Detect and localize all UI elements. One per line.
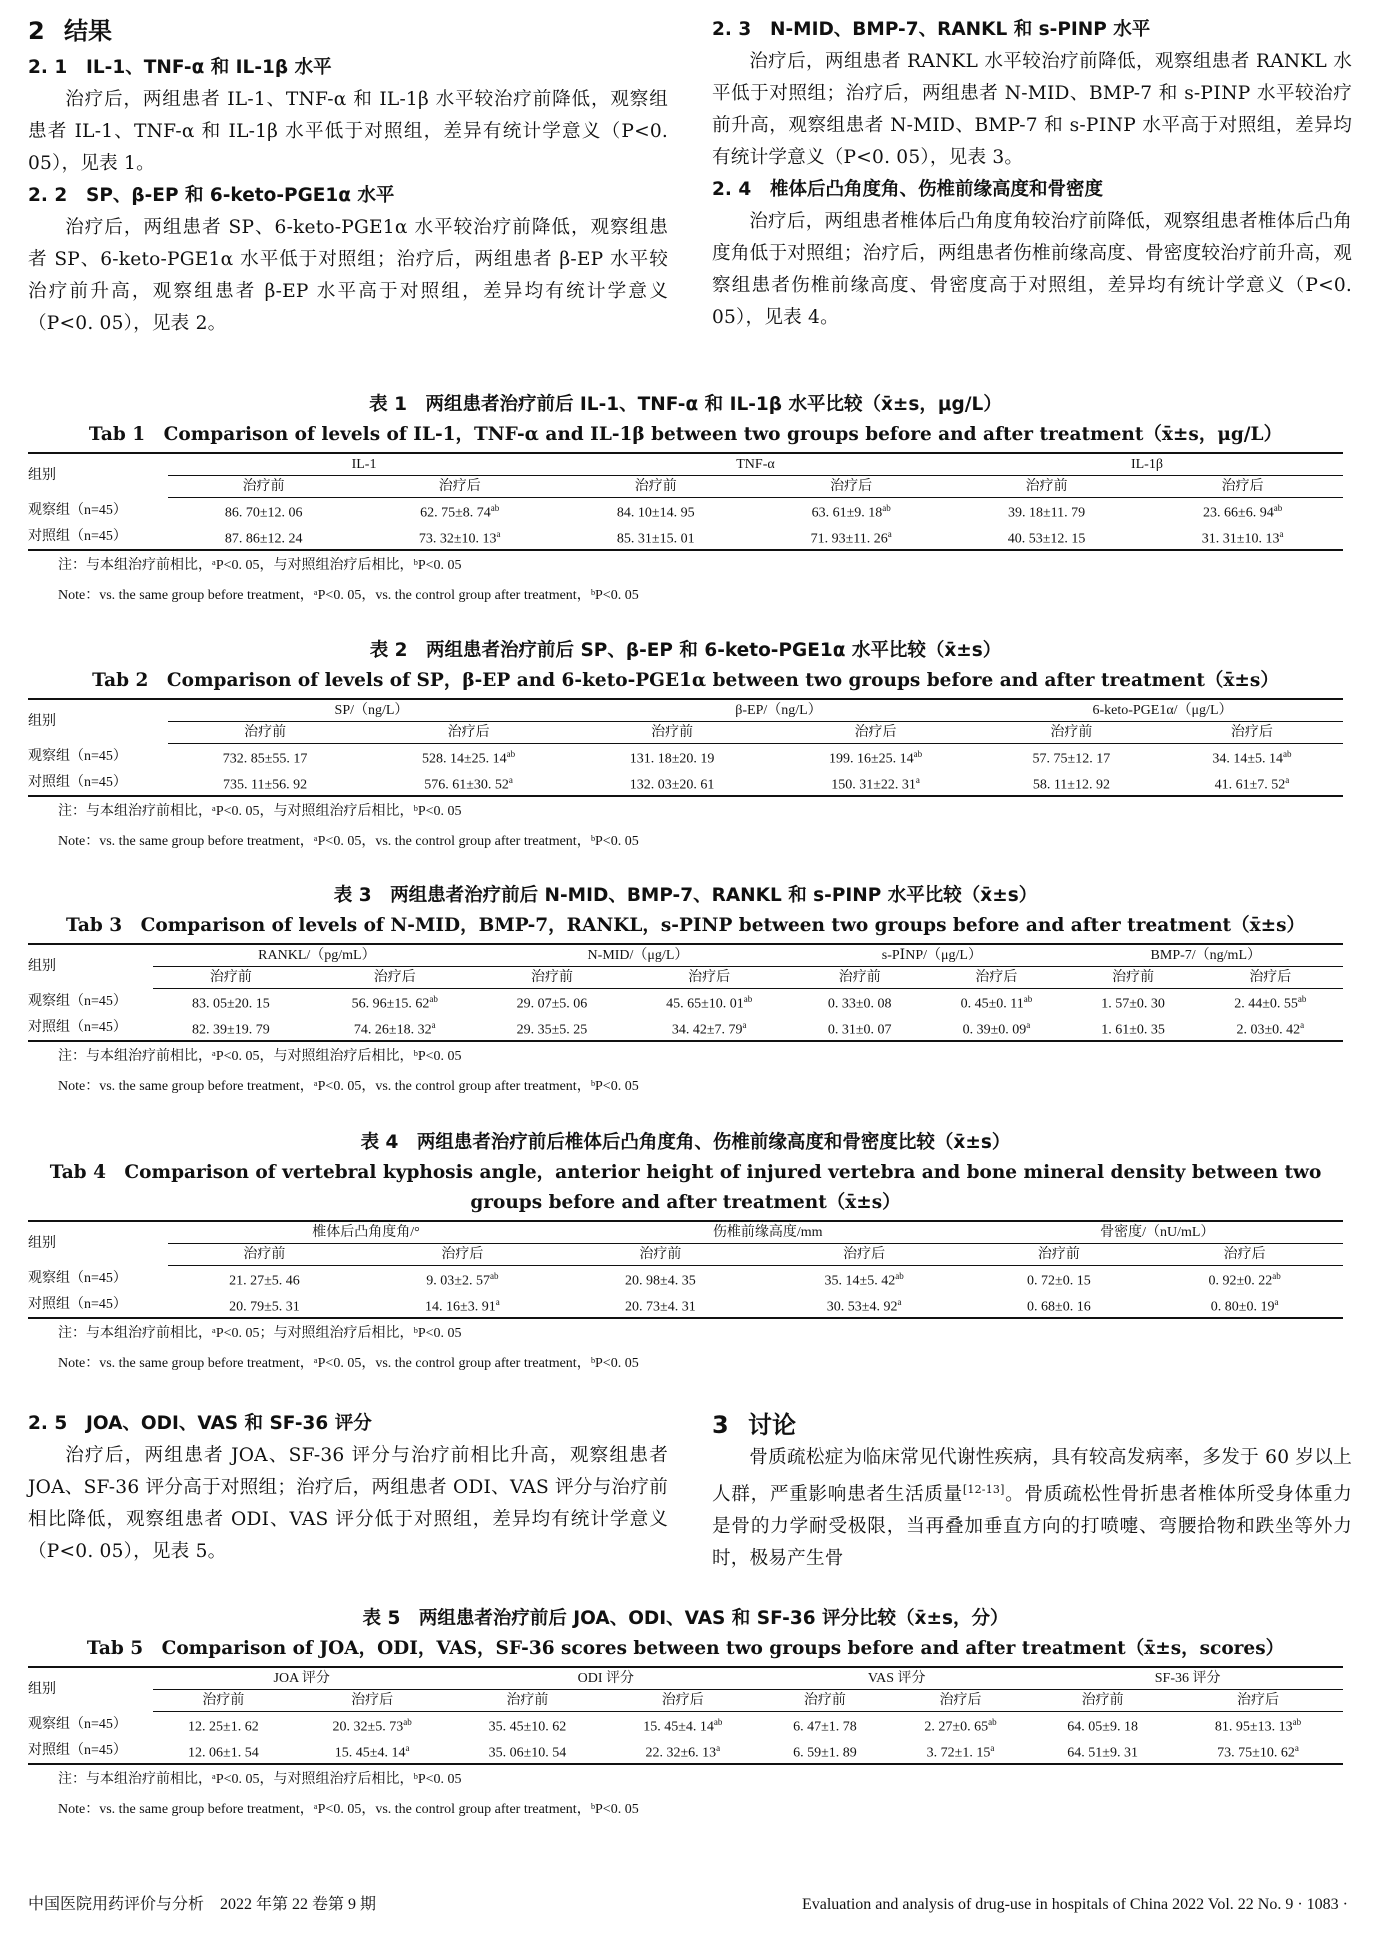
table-cell: 73. 32±10. 13$^a$ bbox=[359, 524, 560, 551]
before-header: 治疗前 bbox=[168, 1244, 361, 1266]
table-cell: 29. 35±5. 25 bbox=[481, 1015, 623, 1042]
table-row bbox=[28, 1738, 1343, 1765]
table-cell: 0. 39±0. 09$^a$ bbox=[924, 1015, 1068, 1042]
table-cell: 6. 59±1. 89 bbox=[761, 1738, 889, 1765]
table-cell: 35. 45±10. 62 bbox=[488, 1719, 567, 1735]
data-table bbox=[28, 1220, 1343, 1319]
before-header: 治疗前 bbox=[951, 476, 1142, 498]
table-cell: 81. 95±13. $13^{ab}$ bbox=[1214, 1717, 1302, 1735]
table-row bbox=[28, 744, 1343, 770]
table-caption-cn: 表 5 两组患者治疗前后 JOA、ODI、VAS 和 SF-36 评分比较（x̄±s，分） bbox=[362, 1608, 1009, 1629]
table-cell: 20. 73±4. 31 bbox=[564, 1292, 757, 1319]
table-cell: 29. 07±5. 06 bbox=[516, 996, 588, 1012]
table-cell: 56. 96±15. $62^{ab}$ bbox=[351, 994, 438, 1012]
data-table bbox=[28, 452, 1343, 551]
table-note-en: Note：vs. the same group before treatment，ᵃP<0. 05，vs. the control group after treatment，ᵇP<0. 05 bbox=[58, 1802, 639, 1818]
table-cell: 63. 61±9. $18^{ab}$ bbox=[811, 503, 891, 521]
table-cell: 41. 61±7. 52$^a$ bbox=[1161, 770, 1343, 797]
table-1 bbox=[28, 390, 1343, 611]
after-header: 治疗后 bbox=[769, 722, 982, 744]
table-cell: 74. 26±18. 32$^a$ bbox=[309, 1015, 481, 1042]
table-cell: 64. 51±9. 31 bbox=[1032, 1738, 1173, 1765]
column-group-header: IL-1 bbox=[168, 453, 560, 476]
section-2-5-heading: 2. 5 JOA、ODI、VAS 和 SF-36 评分 bbox=[28, 1413, 372, 1434]
table-cell: 35. 06±10. 54 bbox=[450, 1738, 604, 1765]
table-cell: 34. 42±7. 79$^a$ bbox=[623, 1015, 795, 1042]
column-group-header: N-MID/（μg/L） bbox=[481, 944, 795, 967]
table-cell: 0. 45±0. $11^{ab}$ bbox=[960, 994, 1033, 1012]
after-header: 治疗后 bbox=[623, 967, 795, 989]
table-cell: 20. 79±5. 31 bbox=[168, 1292, 361, 1319]
table-note-cn: 注：与本组治疗前相比，ᵃP<0. 05，与对照组治疗后相比，ᵇP<0. 05 bbox=[58, 804, 462, 820]
column-group-header: BMP-7/（ng/mL） bbox=[1069, 944, 1343, 967]
table-cell: 6. 47±1. 78 bbox=[793, 1719, 857, 1735]
table-cell: 735. 11±56. 92 bbox=[168, 770, 362, 797]
after-header: 治疗后 bbox=[1173, 1690, 1343, 1712]
row-label: 观察组（n=45） bbox=[28, 503, 127, 519]
before-header: 治疗前 bbox=[560, 476, 751, 498]
table-cell: 20. 98±4. 35 bbox=[625, 1273, 696, 1289]
row-label: 观察组（n=45） bbox=[28, 1717, 127, 1733]
after-header: 治疗后 bbox=[1161, 722, 1343, 744]
table-cell: 0. 31±0. 07 bbox=[795, 1015, 924, 1042]
table-row bbox=[28, 770, 1343, 797]
table-cell: 22. 32±6. 13$^a$ bbox=[604, 1738, 761, 1765]
before-header: 治疗前 bbox=[761, 1690, 889, 1712]
group-header: 组别 bbox=[28, 1667, 153, 1712]
table-cell: 0. 80±0. 19$^a$ bbox=[1146, 1292, 1343, 1319]
table-cell: 14. 16±3. 91$^a$ bbox=[361, 1292, 564, 1319]
table-row bbox=[28, 1015, 1343, 1042]
table-cell: 73. 75±10. 62$^a$ bbox=[1173, 1738, 1343, 1765]
footer-journal-cn: 中国医院用药评价与分析 2022 年第 22 卷第 9 期 bbox=[28, 1896, 377, 1913]
group-header: 组别 bbox=[28, 1221, 168, 1266]
table-cell: 21. 27±5. 46 bbox=[229, 1273, 300, 1289]
table-cell: 1. 61±0. 35 bbox=[1069, 1015, 1198, 1042]
table-cell: 34. 14±5. $14^{ab}$ bbox=[1212, 749, 1292, 767]
table-caption-en: Tab 1 Comparison of levels of IL-1，TNF-α and IL-1β between two groups before and after treatment（x̄±s，μg/L） bbox=[88, 424, 1283, 445]
before-header: 治疗前 bbox=[481, 967, 623, 989]
table-cell: 71. 93±11. 26$^a$ bbox=[751, 524, 951, 551]
table-4 bbox=[28, 1128, 1343, 1379]
table-note-en: Note：vs. the same group before treatment，ᵃP<0. 05，vs. the control group after treatment，ᵇP<0. 05 bbox=[58, 1079, 639, 1095]
section-3-text: 骨质疏松症为临床常见代谢性疾病，具有较高发病率，多发于 60 岁以上人群，严重影响患者生活质量[12-13]。骨质疏松性骨折患者椎体所受身体重力是骨的力学耐受极限，当再叠加垂直方向的打喷嚏、弯腰拾物和跌坐等外力时，极易产生骨 bbox=[712, 1447, 1352, 1570]
column-group-header: SF-36 评分 bbox=[1032, 1667, 1343, 1690]
table-cell: 131. 18±20. 19 bbox=[629, 751, 715, 767]
right-column-mid bbox=[712, 1408, 1352, 1575]
table-note-cn: 注：与本组治疗前相比，ᵃP<0. 05，与对照组治疗后相比，ᵇP<0. 05 bbox=[58, 558, 462, 574]
data-table bbox=[28, 943, 1343, 1042]
after-header: 治疗后 bbox=[362, 722, 575, 744]
left-column-top bbox=[28, 14, 668, 340]
table-cell: 150. 31±22. 31$^a$ bbox=[769, 770, 982, 797]
table-cell: 40. 53±12. 15 bbox=[951, 524, 1142, 551]
table-note-en: Note：vs. the same group before treatment，ᵃP<0. 05，vs. the control group after treatment，ᵇP<0. 05 bbox=[58, 834, 639, 850]
before-header: 治疗前 bbox=[795, 967, 924, 989]
before-header: 治疗前 bbox=[575, 722, 769, 744]
after-header: 治疗后 bbox=[889, 1690, 1033, 1712]
after-header: 治疗后 bbox=[751, 476, 951, 498]
section-2-1-heading: 2. 1 IL-1、TNF-α 和 IL-1β 水平 bbox=[28, 57, 332, 78]
table-caption-en: Tab 2 Comparison of levels of SP，β-EP and 6-keto-PGE1α between two groups before and after treatment（x̄±s） bbox=[92, 670, 1279, 691]
after-header: 治疗后 bbox=[361, 1244, 564, 1266]
before-header: 治疗前 bbox=[972, 1244, 1147, 1266]
row-label: 对照组（n=45） bbox=[28, 1738, 153, 1765]
before-header: 治疗前 bbox=[564, 1244, 757, 1266]
table-2 bbox=[28, 636, 1343, 857]
group-header: 组别 bbox=[28, 944, 153, 989]
column-group-header: JOA 评分 bbox=[153, 1667, 450, 1690]
table-cell: 57. 75±12. 17 bbox=[1032, 751, 1111, 767]
table-caption-en: Tab 3 Comparison of levels of N-MID，BMP-7，RANKL，s-PⅠNP between two groups before and after treatment（x̄±s） bbox=[65, 915, 1306, 936]
before-header: 治疗前 bbox=[1069, 967, 1198, 989]
before-header: 治疗前 bbox=[168, 476, 359, 498]
right-column-top bbox=[712, 14, 1352, 334]
section-2-3-text: 治疗后，两组患者 RANKL 水平较治疗前降低，观察组患者 RANKL 水平低于对照组；治疗后，两组患者 N-MID、BMP-7 和 s-PⅠNP 水平较治疗前升高，观察组患者 N-MID、BMP-7 和 s-PⅠNP 水平高于对照组，差异均有统计学意义（P<0. 05），见表 3。 bbox=[712, 51, 1352, 168]
data-table bbox=[28, 1666, 1343, 1765]
row-label: 对照组（n=45） bbox=[28, 1015, 153, 1042]
table-cell: 132. 03±20. 61 bbox=[575, 770, 769, 797]
table-cell: 2. 44±0. $55^{ab}$ bbox=[1234, 994, 1307, 1012]
section-2-5-text: 治疗后，两组患者 JOA、SF-36 评分与治疗前相比升高，观察组患者 JOA、SF-36 评分高于对照组；治疗后，两组患者 ODI、VAS 评分与治疗前相比降低，观察组患者 ODI、VAS 评分低于对照组，差异均有统计学意义（P<0. 05），见表 5。 bbox=[28, 1445, 668, 1562]
table-cell: 39. 18±11. 79 bbox=[1007, 505, 1086, 521]
table-caption-cn: 表 4 两组患者治疗前后椎体后凸角度角、伤椎前缘高度和骨密度比较（x̄±s） bbox=[360, 1132, 1011, 1153]
table-note-cn: 注：与本组治疗前相比，ᵃP<0. 05，与对照组治疗后相比，ᵇP<0. 05 bbox=[58, 1772, 462, 1788]
column-group-header: TNF-α bbox=[560, 453, 951, 476]
after-header: 治疗后 bbox=[294, 1690, 451, 1712]
section-2-1-text: 治疗后，两组患者 IL-1、TNF-α 和 IL-1β 水平较治疗前降低，观察组患者 IL-1、TNF-α 和 IL-1β 水平低于对照组，差异有统计学意义（P<0. 05），见表 1。 bbox=[28, 89, 668, 174]
table-row bbox=[28, 1712, 1343, 1738]
before-header: 治疗前 bbox=[1032, 1690, 1173, 1712]
table-caption-en: Tab 4 Comparison of vertebral kyphosis angle，anterior height of injured vertebra and bone mineral density between two groups before and after treatment（x̄±s） bbox=[49, 1162, 1322, 1213]
before-header: 治疗前 bbox=[153, 967, 309, 989]
table-note-en: Note：vs. the same group before treatment，ᵃP<0. 05，vs. the control group after treatment，ᵇP<0. 05 bbox=[58, 1356, 639, 1372]
row-label: 对照组（n=45） bbox=[28, 770, 168, 797]
table-cell: 9. 03±2. $57^{ab}$ bbox=[426, 1271, 499, 1289]
after-header: 治疗后 bbox=[1146, 1244, 1343, 1266]
table-cell: 30. 53±4. 92$^a$ bbox=[757, 1292, 972, 1319]
before-header: 治疗前 bbox=[153, 1690, 294, 1712]
table-cell: 15. 45±4. 14$^a$ bbox=[294, 1738, 451, 1765]
table-note-cn: 注：与本组治疗前相比，ᵃP<0. 05；与对照组治疗后相比，ᵇP<0. 05 bbox=[58, 1326, 462, 1342]
table-cell: 732. 85±55. 17 bbox=[222, 751, 308, 767]
table-caption-cn: 表 3 两组患者治疗前后 N-MID、BMP-7、RANKL 和 s-PⅠNP 水平比较（x̄±s） bbox=[333, 885, 1038, 906]
table-cell: 86. 70±12. 06 bbox=[224, 505, 303, 521]
table-cell: 87. 86±12. 24 bbox=[168, 524, 359, 551]
column-group-header: 骨密度/（nU/mL） bbox=[972, 1221, 1343, 1244]
row-label: 对照组（n=45） bbox=[28, 1292, 168, 1319]
column-group-header: 6-keto-PGE1α/（μg/L） bbox=[982, 699, 1343, 722]
column-group-header: SP/（ng/L） bbox=[168, 699, 575, 722]
column-group-header: β-EP/（ng/L） bbox=[575, 699, 982, 722]
table-cell: 23. 66±6. $94^{ab}$ bbox=[1203, 503, 1283, 521]
table-note-en: Note：vs. the same group before treatment，ᵃP<0. 05，vs. the control group after treatment，ᵇP<0. 05 bbox=[58, 588, 639, 604]
after-header: 治疗后 bbox=[757, 1244, 972, 1266]
column-group-header: s-PⅠNP/（μg/L） bbox=[795, 944, 1068, 967]
footer-journal-en: Evaluation and analysis of drug-use in hospitals of China 2022 Vol. 22 No. 9 · 1083 · bbox=[801, 1896, 1348, 1913]
table-cell: 3. 72±1. 15$^a$ bbox=[889, 1738, 1033, 1765]
table-3 bbox=[28, 881, 1343, 1102]
column-group-header: VAS 评分 bbox=[761, 1667, 1032, 1690]
table-row bbox=[28, 524, 1343, 551]
table-cell: 0. 72±0. 15 bbox=[1027, 1273, 1091, 1289]
table-cell: 0. 33±0. 08 bbox=[827, 996, 892, 1012]
table-cell: 85. 31±15. 01 bbox=[560, 524, 751, 551]
before-header: 治疗前 bbox=[982, 722, 1161, 744]
table-row bbox=[28, 1266, 1343, 1292]
column-group-header: 椎体后凸角度角/° bbox=[168, 1221, 564, 1244]
section-2-2-heading: 2. 2 SP、β-EP 和 6-keto-PGE1α 水平 bbox=[28, 185, 395, 206]
table-cell: 528. 14±25. $14^{ab}$ bbox=[421, 749, 516, 767]
table-row bbox=[28, 498, 1343, 524]
before-header: 治疗前 bbox=[168, 722, 362, 744]
section-2-4-text: 治疗后，两组患者椎体后凸角度角较治疗前降低，观察组患者椎体后凸角度角低于对照组；治疗后，两组患者伤椎前缘高度、骨密度较治疗前升高，观察组患者伤椎前缘高度、骨密度高于对照组，差异均有统计学意义（P<0. 05），见表 4。 bbox=[712, 211, 1352, 328]
table-cell: 2. 03±0. 42$^a$ bbox=[1198, 1015, 1343, 1042]
section-3-heading: 3 讨论 bbox=[712, 1411, 796, 1439]
table-caption-en: Tab 5 Comparison of JOA，ODI，VAS，SF-36 scores between two groups before and after treatment（x̄±s，scores） bbox=[86, 1638, 1285, 1659]
table-cell: 31. 31±10. 13$^a$ bbox=[1142, 524, 1343, 551]
table-cell: 84. 10±14. 95 bbox=[616, 505, 695, 521]
table-cell: 576. 61±30. 52$^a$ bbox=[362, 770, 575, 797]
table-cell: 62. 75±8. $74^{ab}$ bbox=[420, 503, 500, 521]
table-cell: 20. 32±5. $73^{ab}$ bbox=[332, 1717, 412, 1735]
section-2-2-text: 治疗后，两组患者 SP、6-keto-PGE1α 水平较治疗前降低，观察组患者 SP、6-keto-PGE1α 水平低于对照组；治疗后，两组患者 β-EP 水平较治疗前升高，观察组患者 β-EP 水平高于对照组，差异均有统计学意义（P<0. 05），见表 2。 bbox=[28, 217, 668, 334]
table-cell: 64. 05±9. 18 bbox=[1067, 1719, 1138, 1735]
after-header: 治疗后 bbox=[604, 1690, 761, 1712]
row-label: 对照组（n=45） bbox=[28, 524, 168, 551]
table-cell: 83. 05±20. 15 bbox=[192, 996, 270, 1012]
table-5 bbox=[28, 1604, 1343, 1825]
before-header: 治疗前 bbox=[450, 1690, 604, 1712]
table-cell: 0. 68±0. 16 bbox=[972, 1292, 1147, 1319]
row-label: 观察组（n=45） bbox=[28, 1271, 127, 1287]
column-group-header: RANKL/（pg/mL） bbox=[153, 944, 481, 967]
section-2-heading: 2 结果 bbox=[28, 17, 112, 45]
table-row bbox=[28, 989, 1343, 1015]
left-column-mid bbox=[28, 1408, 668, 1568]
group-header: 组别 bbox=[28, 453, 168, 498]
table-cell: 45. 65±10. $01^{ab}$ bbox=[666, 994, 753, 1012]
table-cell: 1. 57±0. 30 bbox=[1101, 996, 1165, 1012]
table-caption-cn: 表 2 两组患者治疗前后 SP、β-EP 和 6-keto-PGE1α 水平比较（x̄±s） bbox=[369, 640, 1002, 661]
table-cell: 35. 14±5. $42^{ab}$ bbox=[824, 1271, 904, 1289]
data-table bbox=[28, 698, 1343, 797]
table-cell: 82. 39±19. 79 bbox=[153, 1015, 309, 1042]
table-cell: 12. 06±1. 54 bbox=[153, 1738, 294, 1765]
table-cell: 12. 25±1. 62 bbox=[188, 1719, 259, 1735]
table-cell: 0. 92±0. $22^{ab}$ bbox=[1208, 1271, 1281, 1289]
table-caption-cn: 表 1 两组患者治疗前后 IL-1、TNF-α 和 IL-1β 水平比较（x̄±s，μg/L） bbox=[369, 394, 1002, 415]
group-header: 组别 bbox=[28, 699, 168, 744]
column-group-header: IL-1β bbox=[951, 453, 1343, 476]
after-header: 治疗后 bbox=[1198, 967, 1343, 989]
section-2-3-heading: 2. 3 N-MID、BMP-7、RANKL 和 s-PⅠNP 水平 bbox=[712, 19, 1151, 40]
column-group-header: ODI 评分 bbox=[450, 1667, 761, 1690]
section-2-4-heading: 2. 4 椎体后凸角度角、伤椎前缘高度和骨密度 bbox=[712, 179, 1104, 200]
table-cell: 2. 27±0. $65^{ab}$ bbox=[924, 1717, 997, 1735]
table-cell: 199. 16±25. $14^{ab}$ bbox=[828, 749, 923, 767]
after-header: 治疗后 bbox=[309, 967, 481, 989]
table-cell: 15. 45±4. $14^{ab}$ bbox=[643, 1717, 723, 1735]
after-header: 治疗后 bbox=[359, 476, 560, 498]
table-note-cn: 注：与本组治疗前相比，ᵃP<0. 05，与对照组治疗后相比，ᵇP<0. 05 bbox=[58, 1049, 462, 1065]
table-cell: 58. 11±12. 92 bbox=[982, 770, 1161, 797]
after-header: 治疗后 bbox=[924, 967, 1068, 989]
column-group-header: 伤椎前缘高度/mm bbox=[564, 1221, 972, 1244]
table-row bbox=[28, 1292, 1343, 1319]
row-label: 观察组（n=45） bbox=[28, 994, 127, 1010]
after-header: 治疗后 bbox=[1142, 476, 1343, 498]
row-label: 观察组（n=45） bbox=[28, 749, 127, 765]
